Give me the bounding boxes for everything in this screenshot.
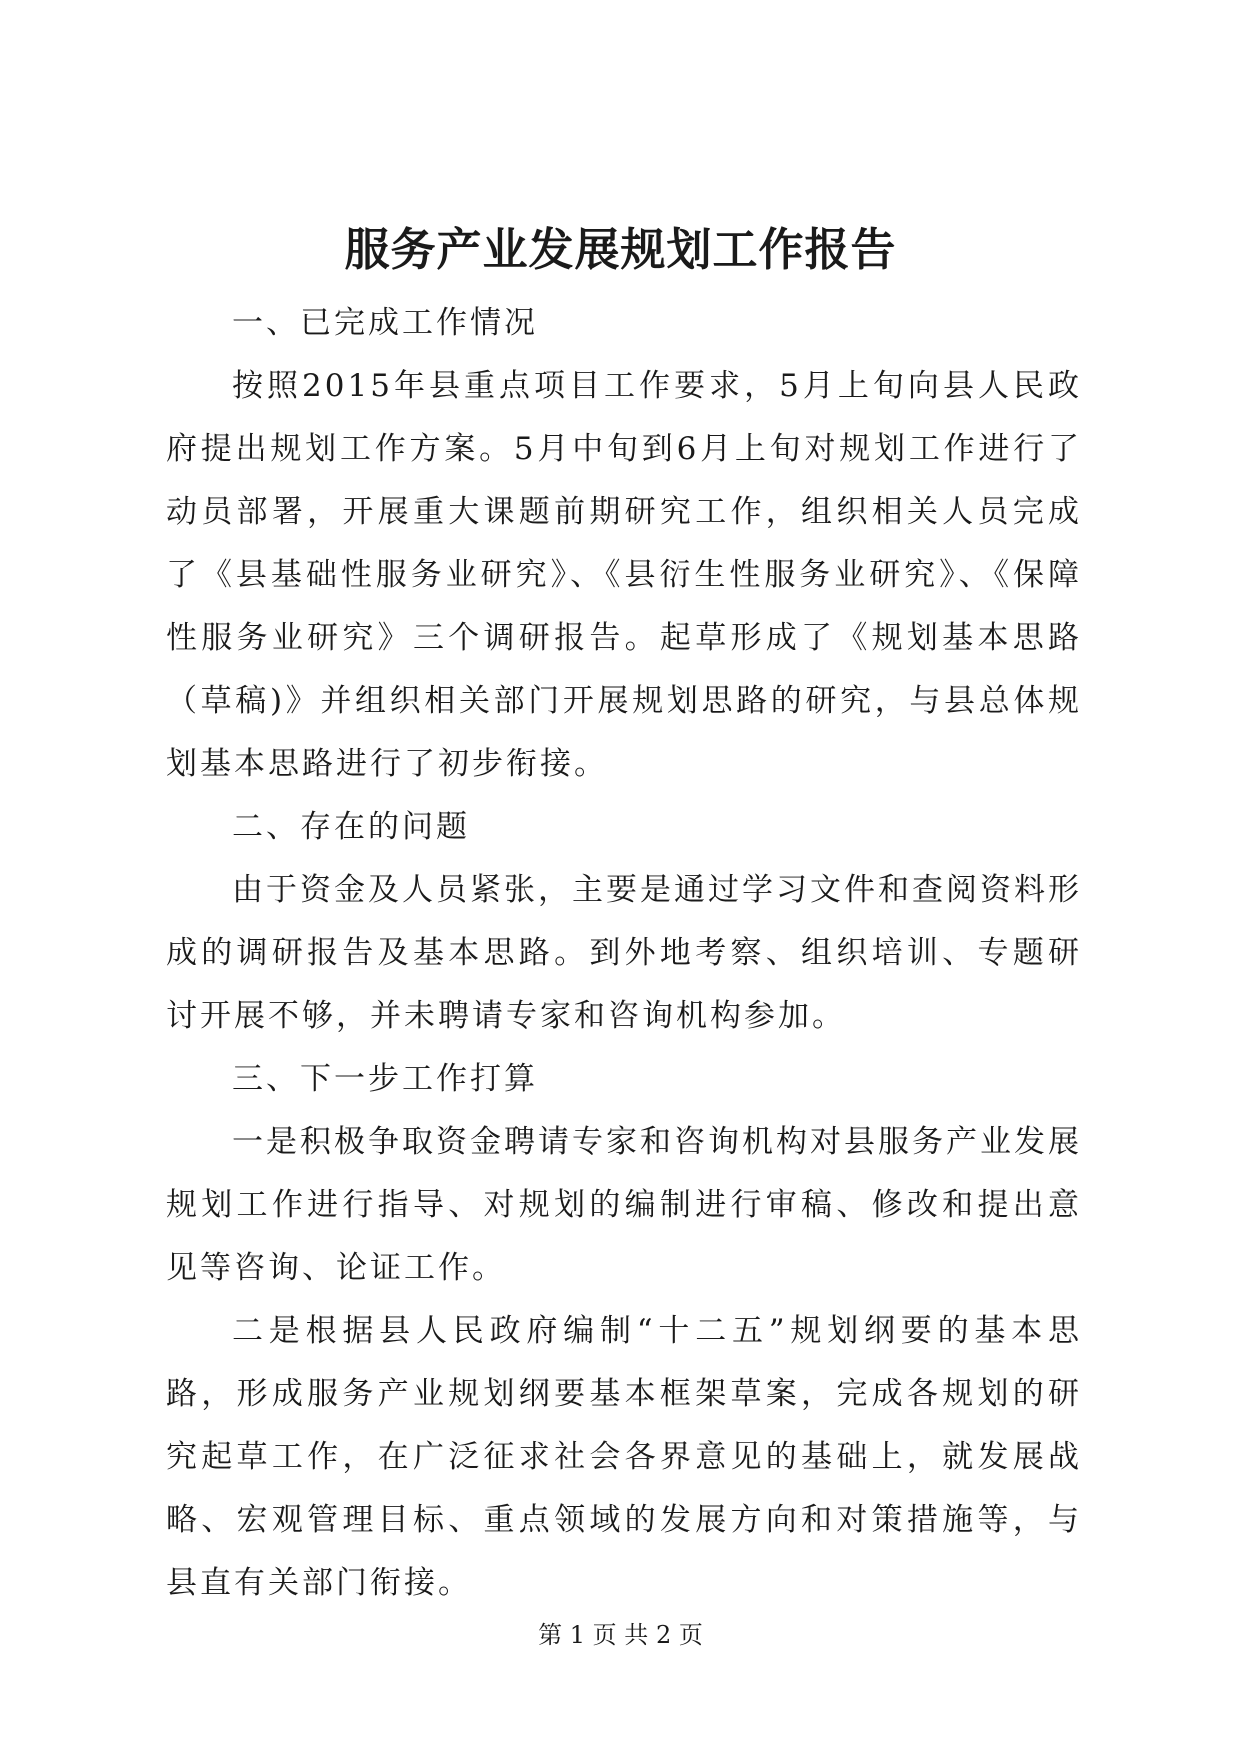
section-heading-existing-problems: 二、存在的问题 bbox=[232, 809, 470, 845]
document-title: 服务产业发展规划工作报告 bbox=[344, 223, 897, 276]
paragraph-completed-work: 按照2015年县重点项目工作要求，5月上旬向县人民政府提出规划工作方案。5月中旬到6月上旬对规划工作进行了动员部署，开展重大课题前期研究工作，组织相关人员完成了《县基础性服务业研究》、《县衍生性服务业研究》、《保障性服务业研究》三个调研报告。起草形成了《规划基本思路（草稿)》并组织相关部门开展规划思路的研究，与县总体规划基本思路进行了初步衔接。 bbox=[166, 368, 1082, 782]
paragraph-next-step-two: 二是根据县人民政府编制“十二五”规划纲要的基本思路，形成服务产业规划纲要基本框架草案，完成各规划的研究起草工作，在广泛征求社会各界意见的基础上，就发展战略、宏观管理目标、重点领域的发展方向和对策措施等，与县直有关部门衔接。 bbox=[166, 1313, 1082, 1601]
paragraph-next-step-one: 一是积极争取资金聘请专家和咨询机构对县服务产业发展规划工作进行指导、对规划的编制进行审稿、修改和提出意见等咨询、论证工作。 bbox=[166, 1124, 1082, 1286]
page-number: 第 1 页 共 2 页 bbox=[538, 1621, 703, 1649]
document-body bbox=[166, 292, 1082, 1615]
paragraph-existing-problems: 由于资金及人员紧张，主要是通过学习文件和查阅资料形成的调研报告及基本思路。到外地考察、组织培训、专题研讨开展不够，并未聘请专家和咨询机构参加。 bbox=[166, 872, 1082, 1034]
section-heading-completed-work: 一、已完成工作情况 bbox=[232, 305, 538, 341]
section-heading-next-steps: 三、下一步工作打算 bbox=[232, 1061, 538, 1097]
